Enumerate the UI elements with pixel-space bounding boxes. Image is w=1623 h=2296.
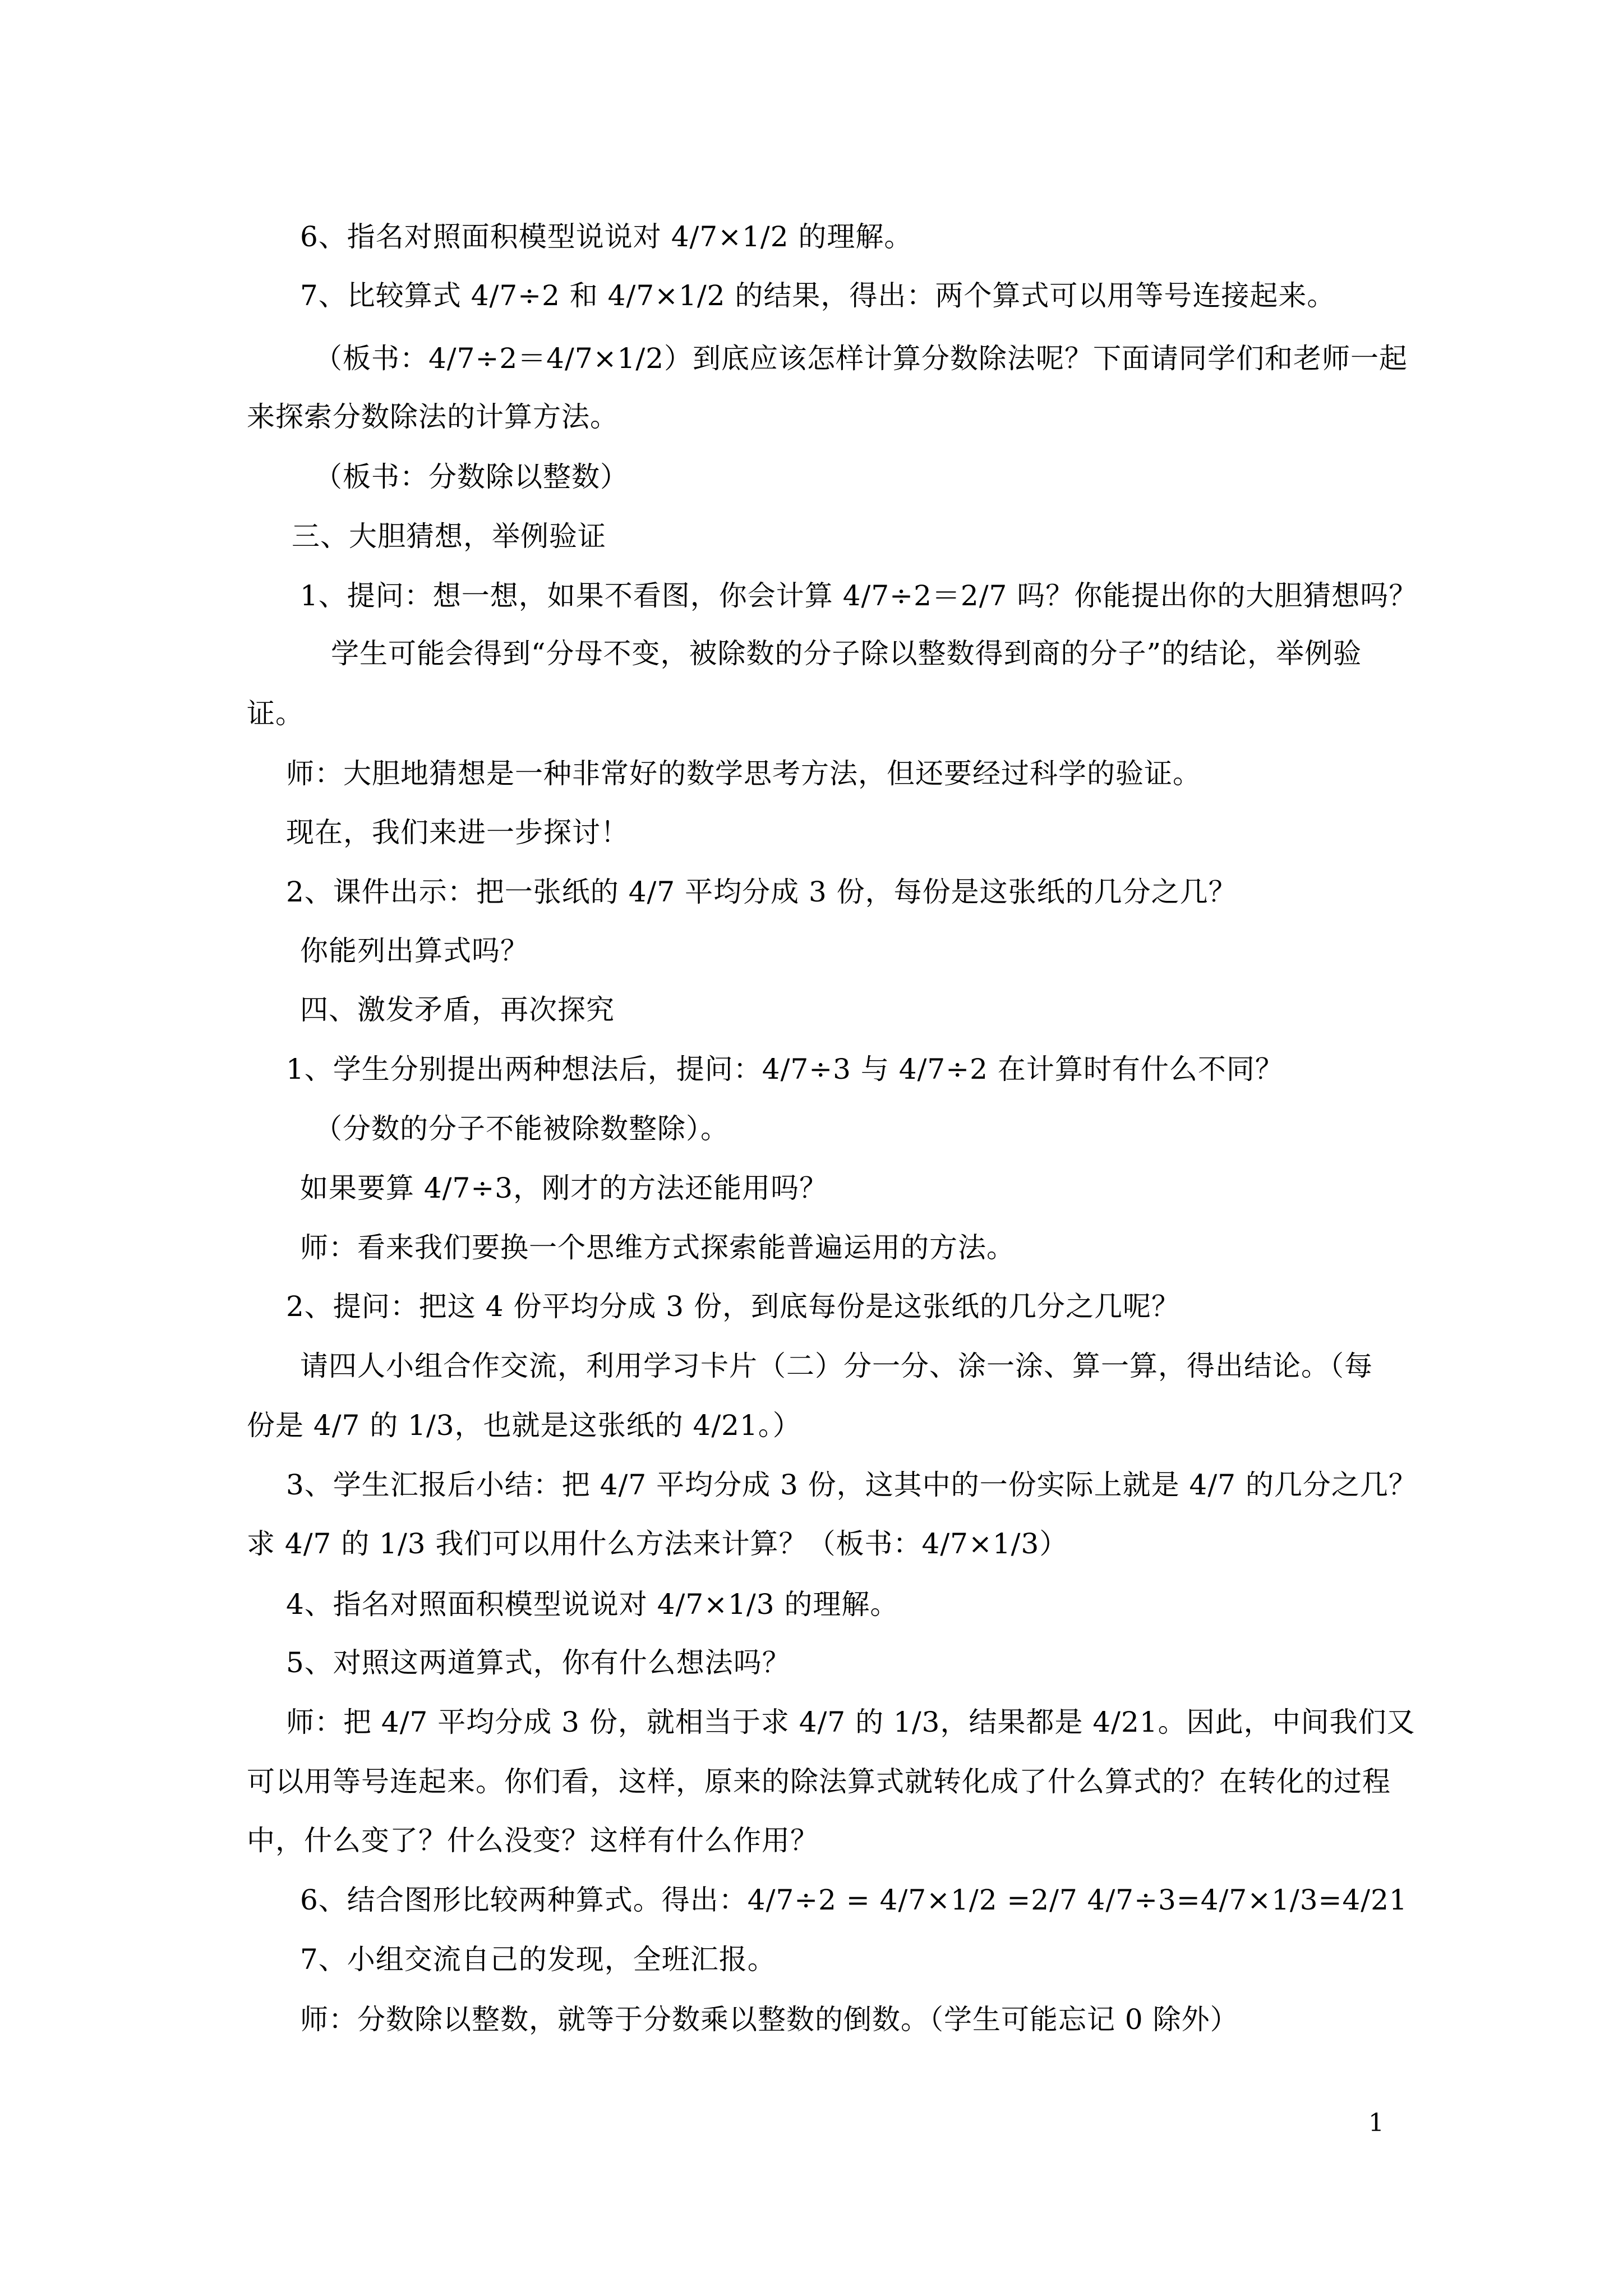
text-line-31: 师：分数除以整数，就等于分数乘以整数的倒数。（学生可能忘记 0 除外） <box>300 2003 1239 2036</box>
section-heading-4: 四、激发矛盾，再次探究 <box>300 993 615 1026</box>
text-line-27: 可以用等号连起来。你们看，这样，原来的除法算式就转化成了什么算式的？在转化的过程 <box>247 1765 1391 1798</box>
text-line-10: 师：大胆地猜想是一种非常好的数学思考方法，但还要经过科学的验证。 <box>286 757 1201 790</box>
text-line-1: 6、指名对照面积模型说说对 4/7×1/2 的理解。 <box>300 220 913 253</box>
text-line-13: 你能列出算式吗？ <box>300 935 529 967</box>
text-line-17: 如果要算 4/7÷3，刚才的方法还能用吗？ <box>300 1172 828 1204</box>
page-number: 1 <box>1368 2109 1384 2137</box>
text-line-18: 师：看来我们要换一个思维方式探索能普遍运用的方法。 <box>300 1231 1015 1264</box>
text-line-23: 求 4/7 的 1/3 我们可以用什么方法来计算？（板书：4/7×1/3） <box>247 1527 1068 1560</box>
text-line-30: 7、小组交流自己的发现，全班汇报。 <box>300 1943 776 1976</box>
section-heading-3: 三、大胆猜想，举例验证 <box>292 520 606 553</box>
text-line-4: 来探索分数除法的计算方法。 <box>247 401 619 433</box>
text-line-7: 1、提问：想一想，如果不看图，你会计算 4/7÷2＝2/7 吗？你能提出你的大胆猜想吗？ <box>300 579 1418 612</box>
text-line-22: 3、学生汇报后小结：把 4/7 平均分成 3 份，这其中的一份实际上就是 4/7 的几分之几？ <box>286 1469 1417 1501</box>
text-line-9: 证。 <box>247 697 304 730</box>
text-line-21: 份是 4/7 的 1/3，也就是这张纸的 4/21。） <box>247 1409 801 1442</box>
text-line-8: 学生可能会得到“分母不变，被除数的分子除以整数得到商的分子”的结论，举例验 <box>331 637 1362 670</box>
text-line-19: 2、提问：把这 4 份平均分成 3 份，到底每份是这张纸的几分之几呢？ <box>286 1290 1181 1323</box>
text-line-5: （板书：分数除以整数） <box>314 461 629 493</box>
text-line-2: 7、比较算式 4/7÷2 和 4/7×1/2 的结果，得出：两个算式可以用等号连接起来。 <box>300 279 1336 312</box>
text-line-29: 6、结合图形比较两种算式。得出：4/7÷2 = 4/7×1/2 =2/7 4/7÷3=4/7×1/3=4/21 <box>300 1884 1408 1916</box>
text-line-24: 4、指名对照面积模型说说对 4/7×1/3 的理解。 <box>286 1588 899 1621</box>
text-line-28: 中，什么变了？什么没变？这样有什么作用？ <box>247 1824 819 1857</box>
text-line-3: （板书：4/7÷2＝4/7×1/2）到底应该怎样计算分数除法呢？下面请同学们和老师一起 <box>314 342 1408 375</box>
text-line-20: 请四人小组合作交流，利用学习卡片（二）分一分、涂一涂、算一算，得出结论。（每 <box>300 1350 1373 1382</box>
text-line-26: 师：把 4/7 平均分成 3 份，就相当于求 4/7 的 1/3，结果都是 4/21。因此，中间我们又 <box>286 1706 1415 1738</box>
text-line-15: 1、学生分别提出两种想法后，提问：4/7÷3 与 4/7÷2 在计算时有什么不同？ <box>286 1053 1284 1085</box>
text-line-16: （分数的分子不能被除数整除）。 <box>314 1112 729 1145</box>
text-line-25: 5、对照这两道算式，你有什么想法吗？ <box>286 1646 791 1679</box>
text-line-12: 2、课件出示：把一张纸的 4/7 平均分成 3 份，每份是这张纸的几分之几？ <box>286 876 1237 908</box>
text-line-11: 现在，我们来进一步探讨！ <box>286 816 629 849</box>
